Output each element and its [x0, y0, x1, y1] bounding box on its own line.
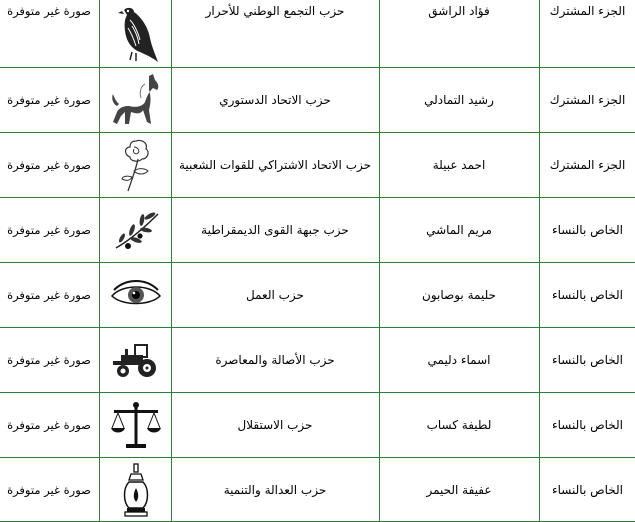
candidate-name: حليمة بوصابون — [422, 288, 496, 302]
lamp-icon — [121, 462, 151, 518]
rose-icon — [116, 137, 156, 193]
party-logo — [100, 328, 171, 392]
party-name: حزب التجمع الوطني للأحرار — [205, 4, 345, 18]
candidate-name: مريم الماشي — [426, 223, 492, 237]
list-type: الخاص بالنساء — [552, 418, 623, 432]
party-name: حزب الاتحاد الدستوري — [219, 93, 331, 107]
photo-status: صورة غير متوفرة — [7, 418, 91, 432]
table-row — [0, 198, 635, 262]
table-row — [0, 458, 635, 521]
candidate-name: عفيفة الحيمر — [426, 482, 492, 497]
tractor-icon — [111, 341, 161, 379]
party-name: حزب جبهة القوى الديمقراطية — [201, 223, 349, 237]
list-type: الجزء المشترك — [549, 93, 626, 107]
photo-status: صورة غير متوفرة — [7, 4, 91, 18]
candidate-name: فؤاد الراشق — [428, 4, 490, 18]
list-type: الجزء المشترك — [549, 158, 626, 172]
party-logo — [100, 263, 171, 327]
bird-icon — [114, 4, 158, 64]
candidate-name: لطيفة كساب — [426, 418, 492, 432]
party-logo — [100, 198, 171, 262]
party-logo — [100, 68, 171, 132]
party-logo — [100, 458, 171, 521]
table-row — [0, 68, 635, 132]
candidate-name: رشيد التمادلي — [424, 93, 494, 107]
party-name: حزب الأصالة والمعاصرة — [215, 353, 335, 367]
party-logo — [100, 393, 171, 457]
list-type: الخاص بالنساء — [552, 353, 623, 367]
party-logo — [100, 133, 171, 197]
table-row — [0, 393, 635, 457]
candidate-name: احمد عبيلة — [432, 158, 486, 172]
photo-status: صورة غير متوفرة — [7, 288, 91, 302]
list-type: الخاص بالنساء — [552, 288, 623, 302]
table-row — [0, 328, 635, 392]
party-name: حزب الاستقلال — [237, 418, 313, 432]
olive-branch-icon — [110, 208, 162, 252]
party-name: حزب الاتحاد الاشتراكي للقوات الشعبية — [178, 158, 372, 172]
eye-icon — [110, 280, 162, 310]
list-type: الجزء المشترك — [549, 4, 626, 18]
horse-icon — [109, 72, 163, 128]
candidate-name: اسماء دليمي — [427, 353, 491, 367]
table-row — [0, 133, 635, 197]
table-row — [0, 263, 635, 327]
list-type: الخاص بالنساء — [552, 223, 623, 237]
party-logo — [100, 0, 171, 67]
list-type: الخاص بالنساء — [552, 482, 623, 497]
photo-status: صورة غير متوفرة — [7, 482, 91, 497]
photo-status: صورة غير متوفرة — [7, 223, 91, 237]
party-name: حزب العدالة والتنمية — [223, 482, 327, 497]
photo-status: صورة غير متوفرة — [7, 158, 91, 172]
photo-status: صورة غير متوفرة — [7, 93, 91, 107]
photo-status: صورة غير متوفرة — [7, 353, 91, 367]
party-name: حزب العمل — [246, 288, 304, 302]
scales-icon — [110, 400, 162, 450]
table-row — [0, 0, 635, 67]
